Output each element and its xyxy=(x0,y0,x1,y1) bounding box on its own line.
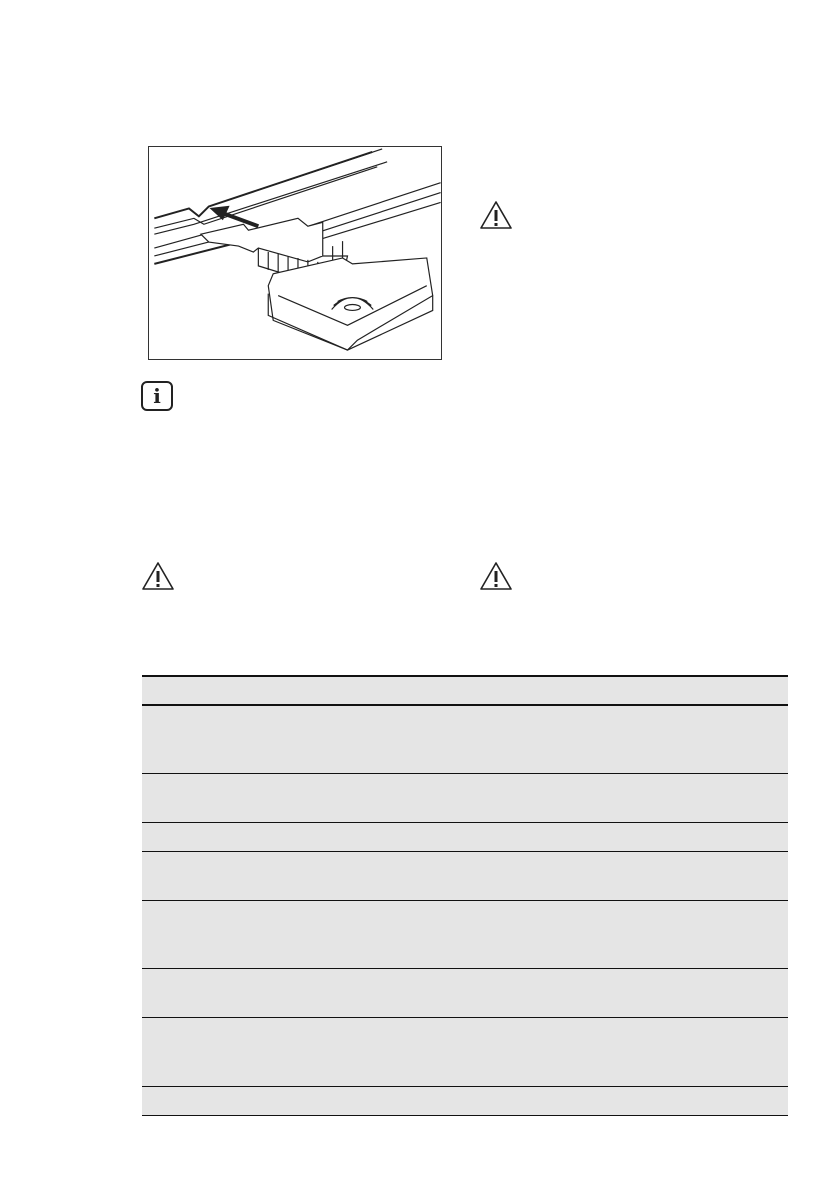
table-cell xyxy=(142,852,788,860)
table-row xyxy=(142,969,788,1018)
table-row xyxy=(142,1018,788,1087)
table-cell xyxy=(142,774,788,782)
table-row xyxy=(142,852,788,901)
table-cell xyxy=(142,1018,788,1026)
drain-cleaning-illustration xyxy=(148,146,442,360)
table-row xyxy=(142,823,788,852)
table-cell xyxy=(142,706,788,714)
table-cell xyxy=(142,823,788,831)
table-cell xyxy=(142,969,788,977)
warning-icon xyxy=(479,561,513,591)
table-row xyxy=(142,1087,788,1116)
troubleshooting-table xyxy=(142,675,788,1116)
table-cell xyxy=(142,901,788,909)
warning-icon xyxy=(141,561,175,591)
table-row xyxy=(142,901,788,969)
info-icon xyxy=(141,381,173,411)
warning-icon xyxy=(479,200,513,230)
info-glyph: i xyxy=(153,384,161,408)
table-cell xyxy=(142,1087,788,1095)
table-header xyxy=(142,675,788,706)
table-header-cell xyxy=(142,677,788,685)
table-row xyxy=(142,774,788,823)
table-row xyxy=(142,706,788,774)
